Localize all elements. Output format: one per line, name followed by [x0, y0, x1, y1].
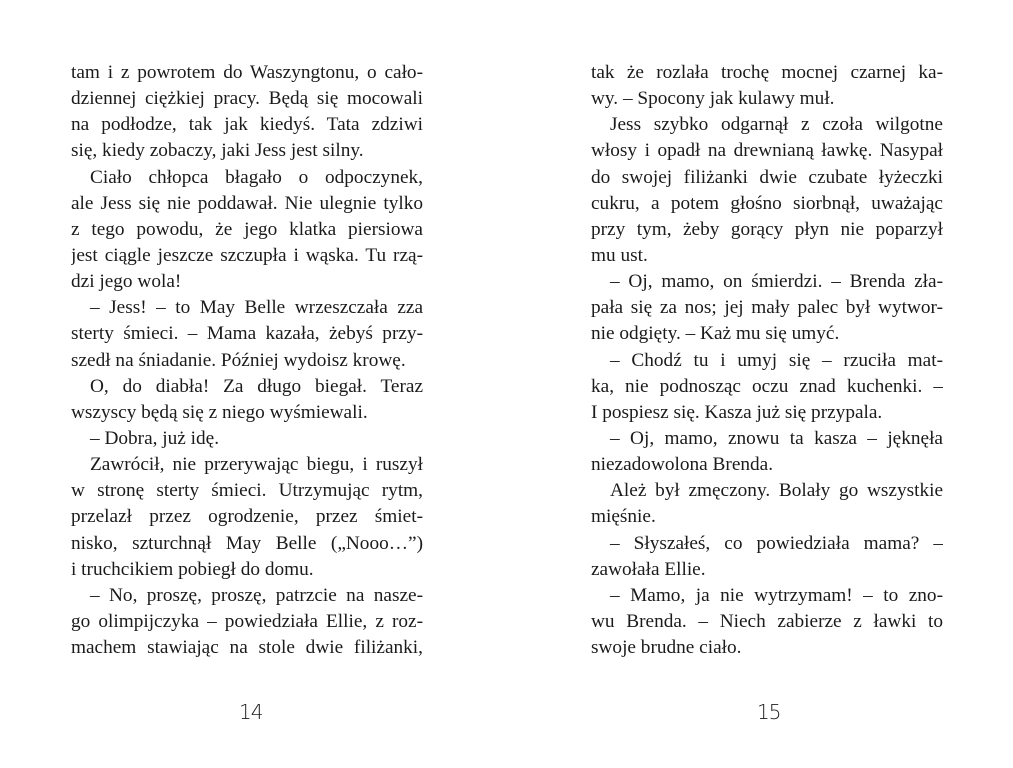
text-line: wszyscy będą się z niego wyśmiewali. [71, 401, 368, 423]
text-line: na podłodze, tak jak kiedyś. Tata zdziwi [71, 114, 423, 136]
text-line: mu ust. [591, 244, 648, 266]
text-line: ale Jess się nie poddawał. Nie ulegnie tylko [71, 192, 423, 214]
text-line: – Chodź tu i umyj się – rzuciła mat- [610, 349, 943, 371]
text-line: wy. – Spocony jak kulawy muł. [591, 88, 835, 110]
text-line: do swojej filiżanki dwie czubate łyżeczki [591, 166, 943, 188]
text-line: – Oj, mamo, znowu ta kasza – jęknęła [610, 427, 943, 449]
text-line: Zawrócił, nie przerywając biegu, i ruszył [90, 454, 423, 476]
text-line: go olimpijczyka – powiedziała Ellie, z roz- [71, 610, 423, 632]
text-line: sterty śmieci. – Mama kazała, żebyś przy- [71, 323, 423, 345]
text-line: zawołała Ellie. [591, 558, 706, 580]
text-line: pała się za nos; jej mały palec był wytwor- [591, 297, 943, 319]
text-line: w stronę sterty śmieci. Utrzymując rytm, [71, 480, 423, 502]
text-line: – Słyszałeś, co powiedziała mama? – [610, 532, 943, 554]
text-line: – Mamo, ja nie wytrzymam! – to zno- [610, 584, 943, 606]
text-line: tak że rozlała trochę mocnej czarnej ka- [591, 62, 943, 83]
text-line: cukru, a potem głośno siorbnął, uważając [591, 192, 943, 214]
text-line: dzi jego wola! [71, 271, 182, 293]
text-line: z tego powodu, że jego klatka piersiowa [71, 218, 423, 240]
text-line: – Jess! – to May Belle wrzeszczała zza [90, 297, 423, 319]
text-line: jest ciągle jeszcze szczupła i wąska. Tu rzą- [71, 244, 423, 266]
text-line: swoje brudne ciało. [591, 637, 742, 659]
text-line: – No, proszę, proszę, patrzcie na nasze- [90, 584, 423, 606]
text-line: – Dobra, już idę. [90, 427, 220, 449]
text-line: I pospiesz się. Kasza już się przypala. [591, 401, 883, 423]
text-line: Jess szybko odgarnął z czoła wilgotne [610, 114, 943, 136]
text-line: nisko, szturchnął May Belle („Nooo…”) [71, 532, 423, 554]
text-line: Ciało chłopca błagało o odpoczynek, [90, 166, 423, 188]
left-page-text [71, 60, 423, 661]
text-line: nie odgięty. – Każ mu się umyć. [591, 323, 840, 345]
right-page-number: 15 [757, 700, 781, 724]
text-line: O, do diabła! Za długo biegał. Teraz [90, 375, 423, 397]
left-page-number: 14 [239, 700, 263, 724]
text-line: dziennej ciężkiej pracy. Będą się mocowali [71, 88, 423, 110]
text-line: tam i z powrotem do Waszyngtonu, o cało- [71, 62, 423, 83]
text-line: się, kiedy zobaczy, jaki Jess jest silny. [71, 140, 364, 162]
text-line: przelazł przez ogrodzenie, przez śmiet- [71, 506, 423, 528]
text-line: wu Brenda. – Niech zabierze z ławki to [591, 610, 943, 632]
text-line: machem stawiając na stole dwie filiżanki, [71, 637, 423, 659]
text-line: niezadowolona Brenda. [591, 454, 774, 476]
text-line: Ależ był zmęczony. Bolały go wszystkie [610, 480, 943, 502]
text-line: i truchcikiem pobiegł do domu. [71, 558, 314, 580]
right-page-text [591, 60, 943, 661]
text-line: włosy i opadł na drewnianą ławkę. Nasypał [591, 140, 943, 162]
text-line: przy tym, żeby gorący płyn nie poparzył [591, 218, 943, 240]
text-line: ka, nie podnosząc oczu znad kuchenki. – [591, 375, 943, 397]
text-line: mięśnie. [591, 506, 656, 528]
text-line: – Oj, mamo, on śmierdzi. – Brenda zła- [610, 271, 943, 293]
text-line: szedł na śniadanie. Później wydoisz krowę. [71, 349, 406, 371]
